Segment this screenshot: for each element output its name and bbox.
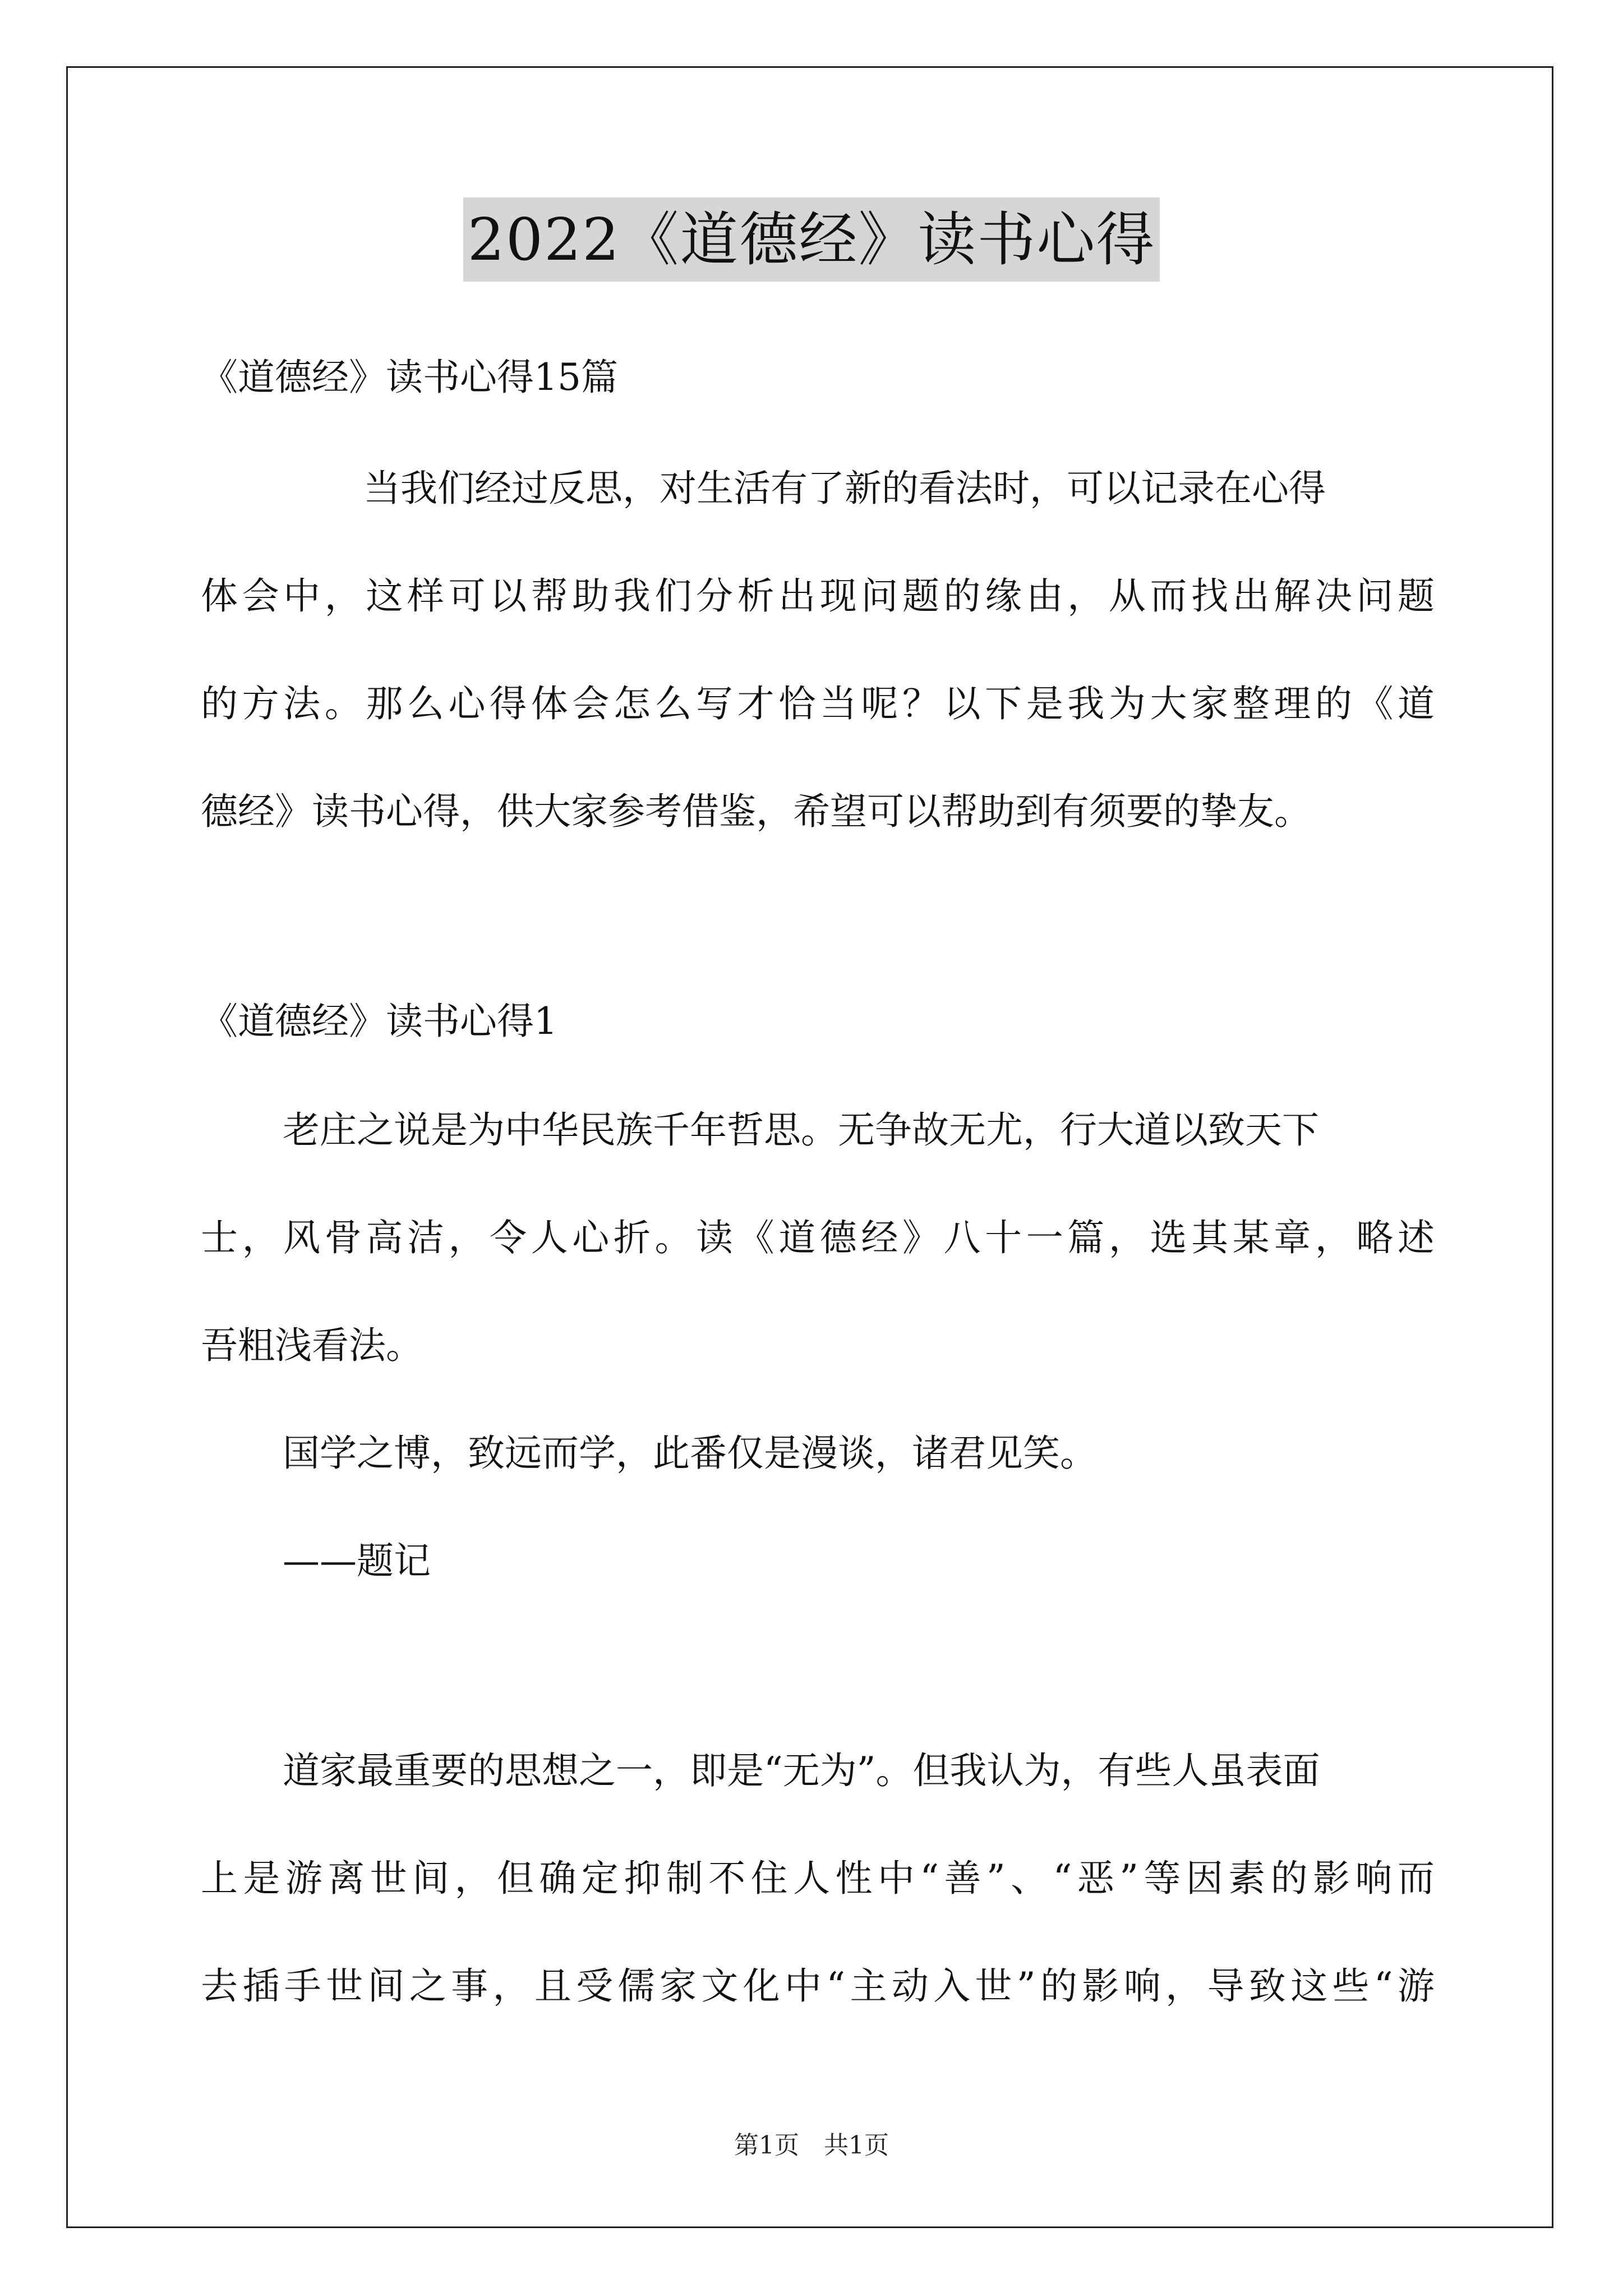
intro-line-4: 德经》读书心得，供大家参考借鉴，希望可以帮助到有须要的挚友。 [201, 790, 1311, 833]
para3-line-1: 道家最重要的思想之一，即是“无为”。但我认为，有些人虽表面 [283, 1749, 1320, 1792]
para1-line-1: 老庄之说是为中华民族千年哲思。无争故无尤，行大道以致天下 [283, 1108, 1319, 1152]
subtitle-line: 《道德经》读书心得15篇 [201, 356, 618, 399]
section-heading-1: 《道德经》读书心得1 [201, 1000, 557, 1043]
title-container [0, 197, 1623, 282]
intro-line-1: 当我们经过反思，对生活有了新的看法时，可以记录在心得 [363, 467, 1326, 510]
para3-line-3: 去插手世间之事，且受儒家文化中“主动入世”的影响，导致这些“游 [201, 1964, 1435, 2008]
para2-line-1: 国学之博，致远而学，此番仅是漫谈，诸君见笑。 [283, 1432, 1097, 1475]
para1-line-3: 吾粗浅看法。 [201, 1324, 423, 1367]
intro-line-3: 的方法。那么心得体会怎么写才恰当呢？以下是我为大家整理的《道 [201, 682, 1435, 725]
para1-line-2: 士，风骨高洁，令人心折。读《道德经》八十一篇，选其某章，略述 [201, 1216, 1435, 1259]
epigraph-note: ——题记 [283, 1539, 431, 1582]
page-footer: 第1页 共1页 [734, 2131, 889, 2160]
intro-line-2: 体会中，这样可以帮助我们分析出现问题的缘由，从而找出解决问题 [201, 574, 1435, 618]
document-title: 2022《道德经》读书心得 [463, 197, 1160, 282]
para3-line-2: 上是游离世间，但确定抑制不住人性中“善”、“恶”等因素的影响而 [201, 1857, 1435, 1900]
